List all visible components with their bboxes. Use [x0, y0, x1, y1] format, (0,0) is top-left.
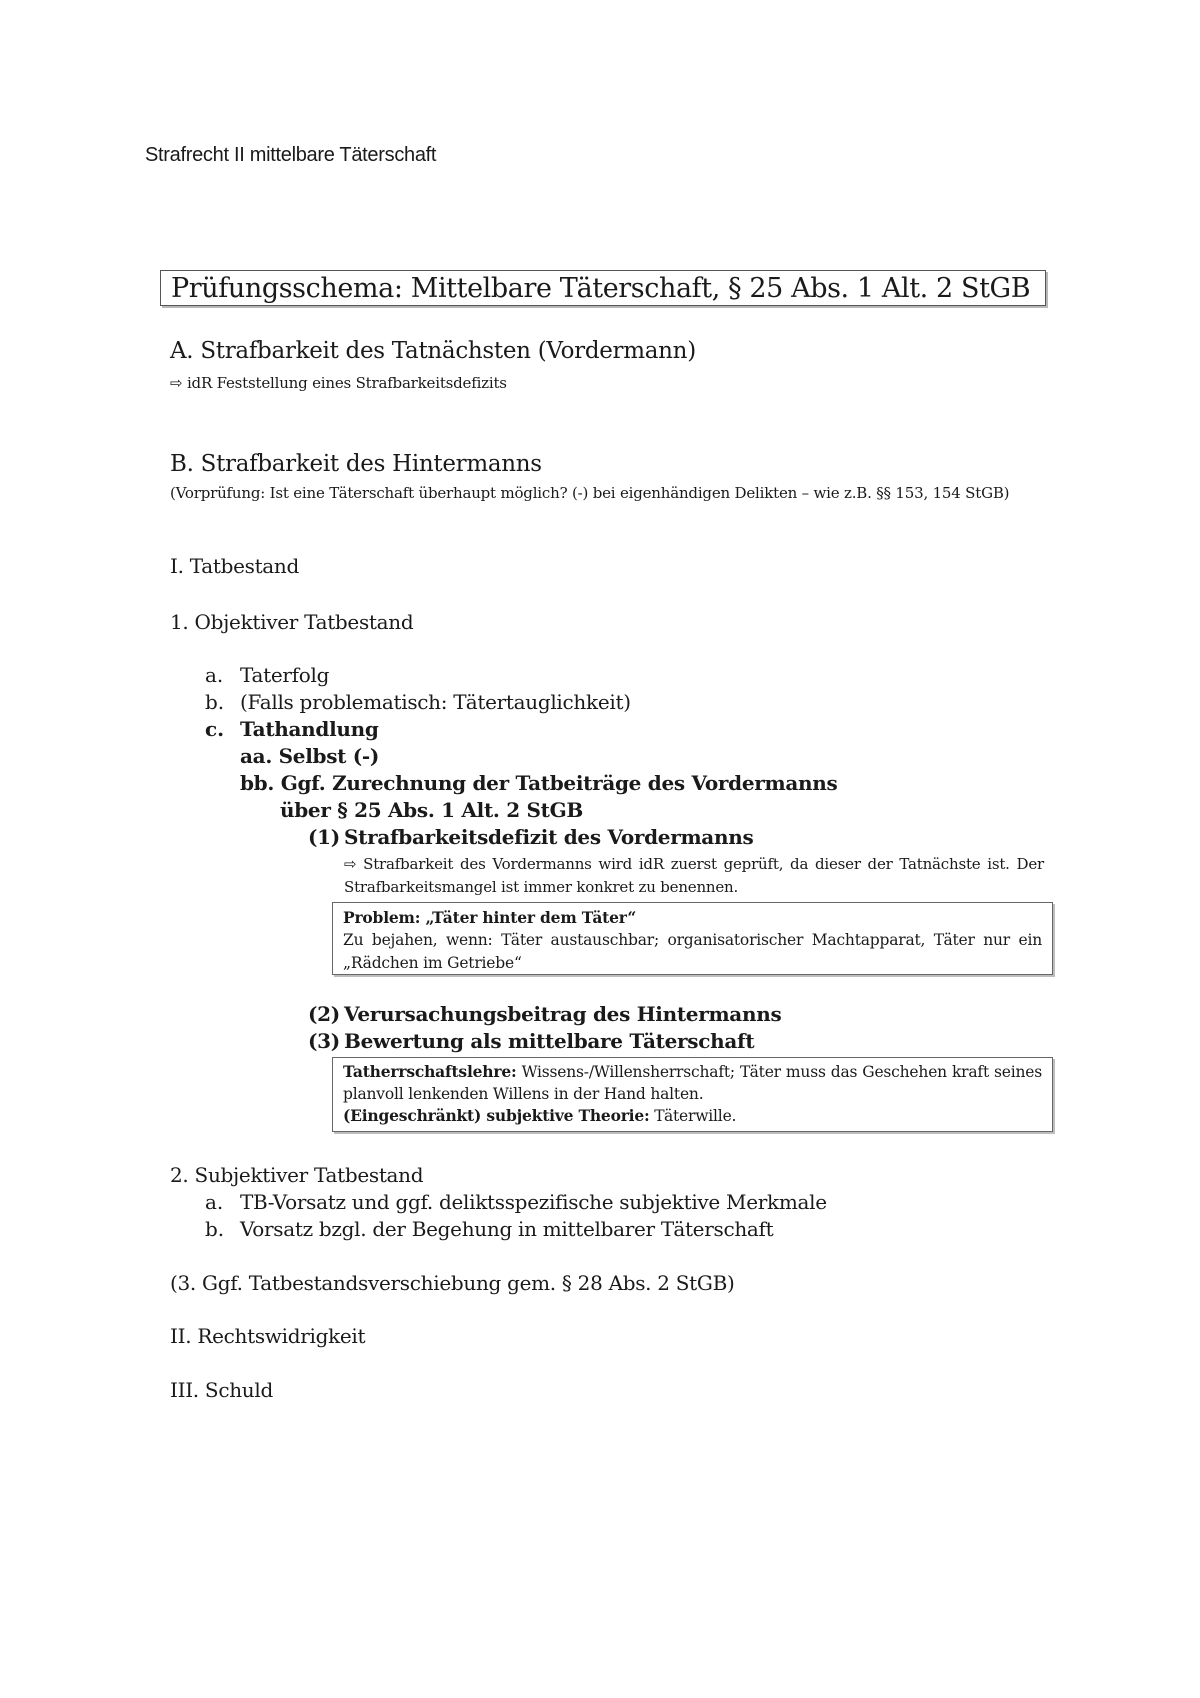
subjektive-theorie-entry [343, 1105, 1042, 1127]
tathandlung-item: Tathandlung [240, 717, 379, 741]
zurechnung-item: bb. Ggf. Zurechnung der Tatbeiträge des Vordermanns [240, 771, 838, 795]
subjektiver-tatbestand-heading: 2. Subjektiver Tatbestand [170, 1163, 424, 1187]
list-label-b: b. [205, 690, 225, 714]
list-label-3: (3) [308, 1029, 340, 1053]
list-label-b: b. [205, 1217, 225, 1241]
bewertung-item: Bewertung als mittelbare Täterschaft [344, 1029, 755, 1053]
section-a-note-text: idR Feststellung eines Strafbarkeitsdefizits [186, 374, 507, 392]
problem-box-title: Problem: „Täter hinter dem Täter“ [343, 908, 637, 927]
tatbestand-heading: I. Tatbestand [170, 554, 300, 578]
verursachungsbeitrag-item: Verursachungsbeitrag des Hintermanns [344, 1002, 782, 1026]
schuld-heading: III. Schuld [170, 1378, 273, 1402]
arrow-right-icon: ⇨ [170, 374, 183, 392]
subjektive-theorie-text: Täterwille. [654, 1107, 737, 1125]
list-label-a: a. [205, 663, 224, 687]
strafbarkeitsdefizit-note [344, 853, 1044, 899]
zurechnung-norm: über § 25 Abs. 1 Alt. 2 StGB [280, 798, 583, 822]
document-header: Strafrecht II mittelbare Täterschaft [145, 144, 437, 166]
theory-box [332, 1057, 1053, 1132]
section-b-precheck: (Vorprüfung: Ist eine Täterschaft überhaupt möglich? (-) bei eigenhändigen Delikten – wie z.B. §§ 153, 154 StGB) [170, 484, 1010, 502]
list-label-c: c. [205, 717, 225, 741]
section-b-heading: B. Strafbarkeit des Hintermanns [170, 451, 542, 477]
section-a-heading: A. Strafbarkeit des Tatnächsten (Vordermann) [170, 338, 696, 364]
list-label-2: (2) [308, 1002, 340, 1026]
problem-box-text: Zu bejahen, wenn: Täter austauschbar; organisatorischer Machtapparat, Täter nur ein „Rädchen im Getriebe“ [343, 931, 1042, 972]
tb-vorsatz-item: TB-Vorsatz und ggf. deliktsspezifische subjektive Merkmale [240, 1190, 827, 1214]
list-label-1: (1) [308, 825, 340, 849]
tatbestandsverschiebung-item: (3. Ggf. Tatbestandsverschiebung gem. § 28 Abs. 2 StGB) [170, 1271, 735, 1295]
strafbarkeitsdefizit-item: Strafbarkeitsdefizit des Vordermanns [344, 825, 754, 849]
tatherrschaftslehre-text: Wissens-/Willensherrschaft; Täter muss das Geschehen kraft seines planvoll lenkenden Willens in der Hand halten. [343, 1063, 1042, 1103]
section-a-note [170, 374, 507, 392]
vorsatz-begehung-item: Vorsatz bzgl. der Begehung in mittelbarer Täterschaft [240, 1217, 774, 1241]
strafbarkeitsdefizit-note-text: Strafbarkeit des Vordermanns wird idR zuerst geprüft, da dieser der Tatnächste ist. Der Strafbarkeitsmangel ist immer konkret zu benennen. [344, 855, 1044, 896]
rechtswidrigkeit-heading: II. Rechtswidrigkeit [170, 1324, 366, 1348]
schema-title-box [160, 270, 1046, 306]
arrow-right-icon: ⇨ [344, 855, 357, 873]
subjektive-theorie-title: (Eingeschränkt) subjektive Theorie: [343, 1106, 650, 1125]
schema-title: Prüfungsschema: Mittelbare Täterschaft, § 25 Abs. 1 Alt. 2 StGB [171, 273, 1031, 304]
problem-box [332, 902, 1053, 975]
selbst-item: aa. Selbst (-) [240, 744, 380, 768]
taetertauglichkeit-item: (Falls problematisch: Tätertauglichkeit) [240, 690, 631, 714]
objektiver-tatbestand-heading: 1. Objektiver Tatbestand [170, 610, 414, 634]
taterfolg-item: Taterfolg [240, 663, 330, 687]
tatherrschaftslehre-title: Tatherrschaftslehre: [343, 1062, 517, 1081]
tatherrschaftslehre-entry [343, 1061, 1042, 1105]
list-label-a: a. [205, 1190, 224, 1214]
